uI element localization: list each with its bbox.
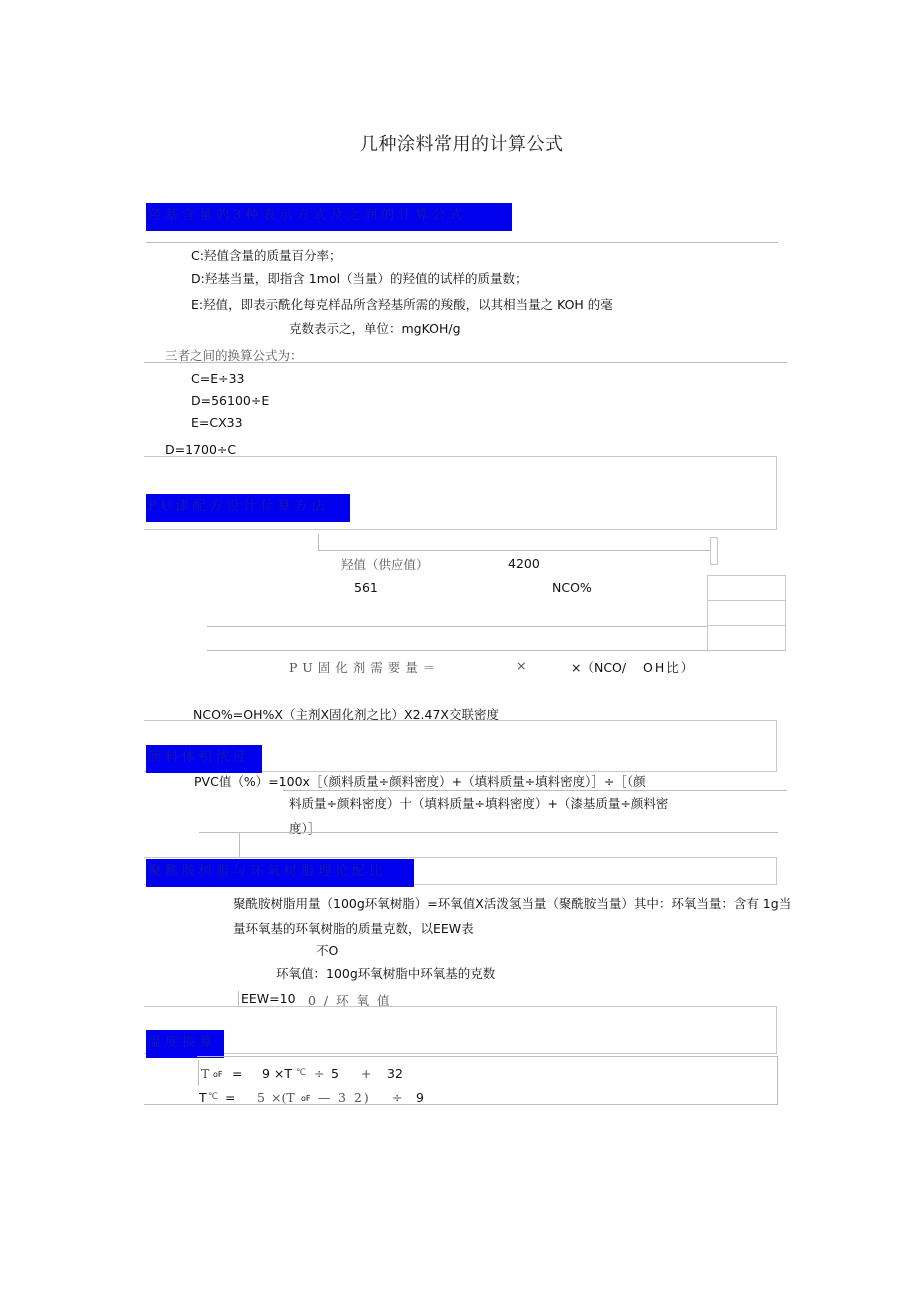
page-title: 几种涂料常用的计算公式 [360,134,564,155]
divider [283,790,787,791]
temp-c-thirtytwo: 3 2) [338,1090,371,1105]
divider [318,534,319,550]
temp-f-plus: + [361,1066,372,1081]
eew-formula-divisor: 0 / 环 氧 值 [308,993,392,1008]
pvc-formula-cont: 料质量÷颜料密度）十（填料质量÷填料密度）+（漆基质量÷颜料密 [289,796,669,811]
definition-e: E:羟值，即表示酰化每克样品所含羟基所需的羧酸，以其相当量之 KOH 的毫 [191,297,613,312]
section-header-pu: PU漆配方设计计算方法 [146,494,350,522]
section-header-epoxy: 聚酰胺树脂与环氧树脂理论配比 [146,859,414,887]
epoxy-value-definition: 环氧值：100g环氧树脂中环氧基的克数 [276,966,496,981]
temp-c-paren: ×(T [271,1090,295,1105]
conversion-intro: 三者之间的换算公式为： [165,348,303,363]
temp-c-unit-label: ℃ [208,1092,219,1102]
value-561: 561 [354,580,378,595]
temp-c-of-unit: oF [301,1094,311,1103]
nco-percent-label: NCO% [552,580,592,595]
definition-c: C:羟值含量的质量百分率； [191,248,342,263]
temp-c-symbol: T [199,1090,207,1105]
curing-agent-label: PU固化剂需要量＝ [289,660,441,675]
hydroxyl-label: 羟值（供应值） [341,557,429,572]
nco-oh-ratio: ×（NCO/ [571,660,627,675]
polyamide-formula: 聚酰胺树脂用量（100g环氧树脂）=环氧值X活泼氢当量（聚酰胺当量）其中：环氧当量：含有 1g当 [233,896,792,911]
divider [144,362,787,363]
definition-e-cont: 克数表示之，单位：mgKOH/g [289,321,461,336]
temp-c-five: 5 [257,1090,265,1105]
pvc-formula-end: 度）］ [289,821,321,836]
section-header-pvc: 颜料体积浓度 [146,745,262,773]
formula-e: E=CX33 [191,415,243,430]
temp-c-equals: = [225,1090,236,1105]
temp-f-thirtytwo: 32 [387,1066,403,1081]
temp-c-minus: — [318,1090,331,1105]
pvc-formula: PVC值（%）=100x［（颜料质量÷颜料密度）+（填料质量÷填料密度）］÷［（颜 [194,774,646,789]
divider [197,1056,777,1057]
section-frame [144,1006,777,1054]
definition-d: D:羟基当量，即指含 1mol（当量）的羟值的试样的质量数； [191,271,528,286]
polyamide-formula-cont: 量环氧基的环氧树脂的质量克数，以EEW表 [233,921,474,936]
divider [207,626,707,627]
temp-f-symbol: T [201,1066,210,1081]
temp-f-five: 5 [331,1066,339,1081]
temp-c-divide: ÷ [392,1090,403,1105]
eew-formula: EEW=10 [241,991,296,1006]
divider [144,1104,778,1105]
divider [199,832,778,833]
section-header-temperature: 温度换算 [146,1030,224,1058]
divider [318,550,710,551]
divider [239,833,240,857]
temp-f-divide: ÷ [314,1066,325,1081]
formula-d-alt: D=1700÷C [165,442,237,457]
hydroxyl-value: 4200 [508,556,540,571]
nco-formula: NCO%=OH%X（主剂X固化剂之比）X2.47X交联密度 [193,707,499,722]
divider [198,1060,199,1086]
temp-f-times: 9 ×T [262,1066,293,1081]
table-cell [707,575,786,601]
temp-c-nine: 9 [416,1090,424,1105]
table-cell [710,537,718,565]
divider [777,1056,778,1104]
temp-f-equals: = [232,1066,243,1081]
temp-c-unit: ℃ [296,1068,307,1078]
polyamide-formula-fragment: 不O [316,943,339,958]
divider [207,650,785,651]
table-cell [707,600,786,626]
section-header-hydroxyl: 羟基含量的3种表示方式及之间的计算公式 [146,203,512,231]
oh-ratio-suffix: OH比） [643,660,696,675]
times-sign: × [516,658,527,673]
divider [146,242,778,243]
formula-d: D=56100÷E [191,393,270,408]
temp-f-unit: oF [213,1070,223,1079]
divider [238,991,239,1007]
table-cell [707,625,786,651]
formula-c: C=E÷33 [191,371,245,386]
